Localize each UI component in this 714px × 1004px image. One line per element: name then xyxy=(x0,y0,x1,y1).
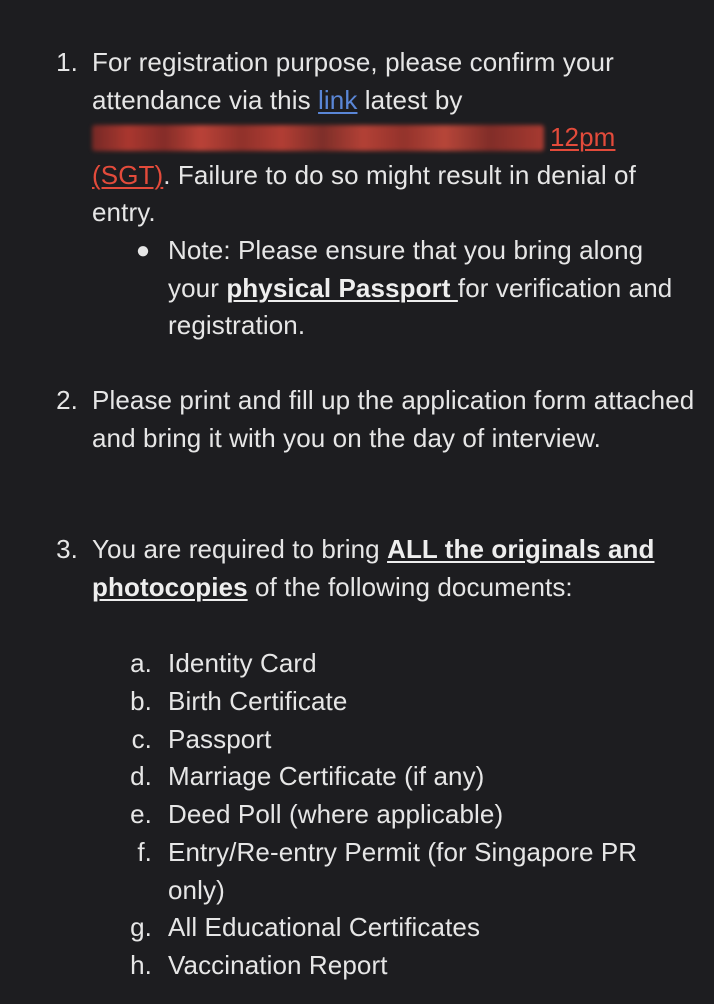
document-label: Passport xyxy=(168,724,272,754)
item-number: 2. xyxy=(56,385,78,415)
deadline-timezone: (SGT) xyxy=(92,159,164,190)
item-emphasis: ALL the originals and photocopies xyxy=(92,534,655,602)
document-letter: f. xyxy=(137,837,152,867)
note-after: for verification and registration. xyxy=(168,272,673,341)
document-item xyxy=(0,683,714,721)
item-text xyxy=(92,531,702,606)
document-letter: e. xyxy=(130,799,152,829)
item-number: 1. xyxy=(56,47,78,77)
document-label: Birth Certificate xyxy=(168,686,348,716)
document-letter: b. xyxy=(130,686,152,716)
item-intro: For registration purpose, please confirm your attendance via this xyxy=(92,47,614,115)
item-after: of the following documents: xyxy=(247,571,573,602)
document-label: Deed Poll (where applicable) xyxy=(168,799,504,829)
document-label: Vaccination Report xyxy=(168,950,388,980)
note-emphasis: physical Passport xyxy=(226,272,458,303)
document-item xyxy=(0,909,714,947)
document-item xyxy=(0,834,714,905)
document-letter: c. xyxy=(131,724,152,754)
document-label: All Educational Certificates xyxy=(168,912,481,942)
deadline-time: 12pm xyxy=(550,122,616,153)
document-letter: g. xyxy=(130,912,152,942)
document-letter: d. xyxy=(130,761,152,791)
item-number: 3. xyxy=(56,534,78,564)
document-item xyxy=(0,758,714,796)
document-letter: h. xyxy=(130,950,152,980)
document-item xyxy=(0,796,714,834)
item-text: Please print and fill up the application form attached and bring it with you on the day of interview. xyxy=(92,385,695,453)
item-before: You are required to bring xyxy=(92,534,388,564)
document-label: Entry/Re-entry Permit (for Singapore PR only) xyxy=(168,837,638,905)
bullet-icon: ● xyxy=(135,237,151,264)
document-label: Marriage Certificate (if any) xyxy=(168,761,485,791)
note-before: Note: Please ensure that you bring along your xyxy=(168,235,644,303)
attendance-link[interactable]: link xyxy=(318,84,358,115)
document-item xyxy=(0,645,714,683)
item-text xyxy=(92,44,702,232)
document-label: Identity Card xyxy=(168,648,317,678)
note-text xyxy=(168,232,688,345)
document-letter: a. xyxy=(130,648,152,678)
document-item xyxy=(0,947,714,985)
item-after-deadline: . Failure to do so might result in denial of entry. xyxy=(92,159,636,228)
item-after-link: latest by xyxy=(357,84,463,115)
redacted-date xyxy=(92,125,544,151)
document-item xyxy=(0,721,714,759)
